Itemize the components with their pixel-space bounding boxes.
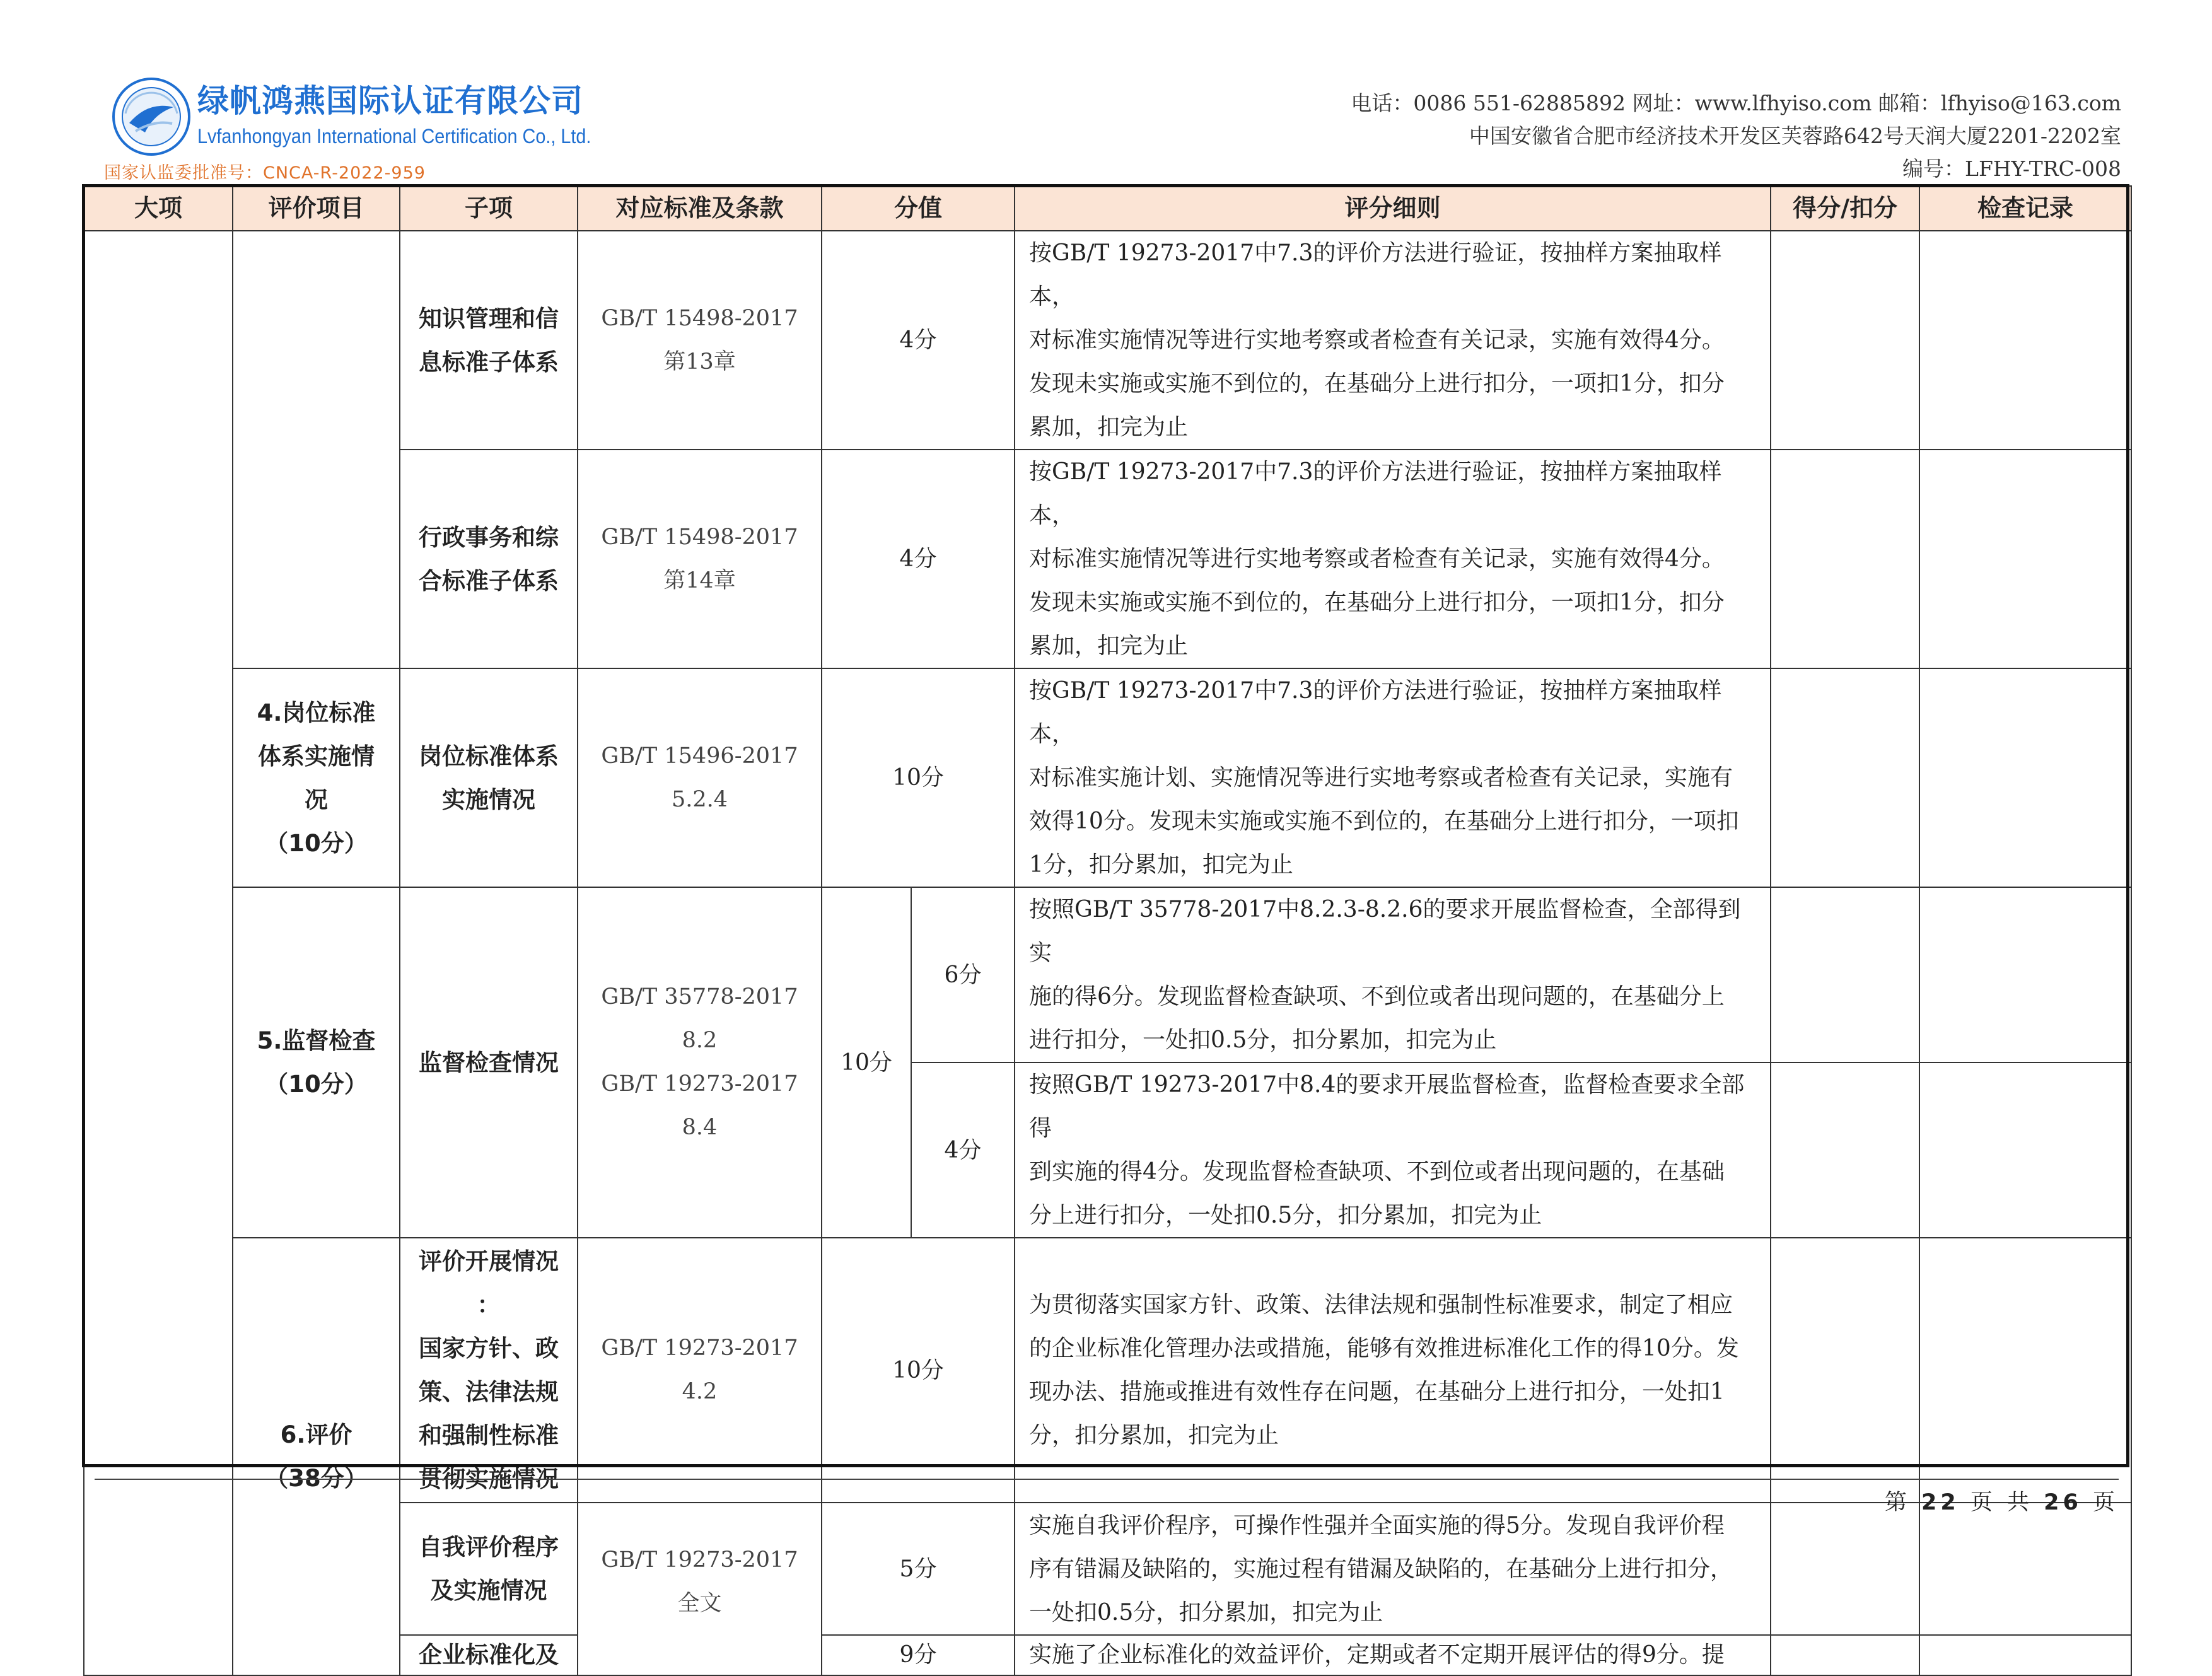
record-cell — [1919, 1503, 2131, 1635]
approval-number: 国家认监委批准号：CNCA-R-2022-959 — [104, 163, 426, 183]
header-category: 大项 — [84, 186, 233, 231]
evaluation-table — [83, 185, 2132, 1676]
contact-phone-web-email: 电话：0086 551-62885892 网址：www.lfhyiso.com 邮箱：lfhyiso@163.com — [1351, 91, 2121, 115]
rule-cell: 为贯彻落实国家方针、政策、法律法规和强制性标准要求，制定了相应 的企业标准化管理办法或措施，能够有效推进标准化工作的得10分。发 现办法、措施或推进有效性存在问题，在基础分上进行扣分，一处扣1 分，扣分累加，扣完为止 — [1015, 1238, 1771, 1503]
table-row — [84, 887, 2131, 1062]
record-cell — [1919, 1062, 2131, 1238]
sub-item-cell: 监督检查情况 — [400, 887, 578, 1238]
points-cell — [1771, 1503, 1919, 1635]
rule-cell: 实施了企业标准化的效益评价，定期或者不定期开展评估的得9分。提 — [1015, 1635, 1771, 1675]
standard-cell: GB/T 19273-2017 全文 — [578, 1503, 822, 1675]
standard-cell: GB/T 15498-2017 第13章 — [578, 231, 822, 450]
sub-item-cell: 知识管理和信 息标准子体系 — [400, 231, 578, 450]
rule-cell: 按GB/T 19273-2017中7.3的评价方法进行验证，按抽样方案抽取样本， 对标准实施情况等进行实地考察或者检查有关记录，实施有效得4分。 发现未实施或实施不到位的，在基础分上进行扣分，一项扣1分，扣分 累加，扣完为止 — [1015, 231, 1771, 450]
header-eval-item: 评价项目 — [233, 186, 400, 231]
sub-item-cell: 岗位标准体系 实施情况 — [400, 668, 578, 887]
score-cell: 5分 — [822, 1503, 1015, 1635]
rule-cell: 按GB/T 19273-2017中7.3的评价方法进行验证，按抽样方案抽取样本， 对标准实施情况等进行实地考察或者检查有关记录，实施有效得4分。 发现未实施或实施不到位的，在基础分上进行扣分，一项扣1分，扣分 累加，扣完为止 — [1015, 450, 1771, 668]
company-logo — [104, 71, 591, 184]
sub-item-cell: 评价开展情况 ： 国家方针、政 策、法律法规 和强制性标准 贯彻实施情况 — [400, 1238, 578, 1503]
header-points: 得分/扣分 — [1771, 186, 1919, 231]
standard-cell: GB/T 19273-2017 4.2 — [578, 1238, 822, 1503]
points-cell — [1771, 1238, 1919, 1503]
points-cell — [1771, 450, 1919, 668]
points-cell — [1771, 1635, 1919, 1675]
score-cell: 9分 — [822, 1635, 1015, 1675]
score-sub-cell: 4分 — [911, 1062, 1015, 1238]
points-cell — [1771, 231, 1919, 450]
points-cell — [1771, 1062, 1919, 1238]
contact-block — [1351, 87, 2121, 185]
record-cell — [1919, 1635, 2131, 1675]
globe-logo-icon — [110, 76, 192, 158]
record-cell — [1919, 887, 2131, 1062]
score-total-cell: 10分 — [822, 887, 911, 1238]
record-cell — [1919, 1238, 2131, 1503]
rule-cell: 实施自我评价程序，可操作性强并全面实施的得5分。发现自我评价程 序有错漏及缺陷的，实施过程有错漏及缺陷的，在基础分上进行扣分， 一处扣0.5分，扣分累加，扣完为止 — [1015, 1503, 1771, 1635]
table-row — [84, 231, 2131, 450]
sub-item-cell: 企业标准化及 — [400, 1635, 578, 1675]
document-number: 编号：LFHY-TRC-008 — [1902, 156, 2121, 181]
points-cell — [1771, 887, 1919, 1062]
rule-cell: 按照GB/T 35778-2017中8.2.3-8.2.6的要求开展监督检查，全部得到实 施的得6分。发现监督检查缺项、不到位或者出现问题的，在基础分上 进行扣分，一处扣0.5分，扣分累加，扣完为止 — [1015, 887, 1771, 1062]
header-score: 分值 — [822, 186, 1015, 231]
contact-address: 中国安徽省合肥市经济技术开发区芙蓉路642号天润大厦2201-2202室 — [1469, 124, 2121, 148]
points-cell — [1771, 668, 1919, 887]
header-sub-item: 子项 — [400, 186, 578, 231]
header-rule: 评分细则 — [1015, 186, 1771, 231]
header-standard: 对应标准及条款 — [578, 186, 822, 231]
page-number: 第 22 页 共 26 页 — [1884, 1490, 2119, 1515]
record-cell — [1919, 231, 2131, 450]
rule-cell: 按GB/T 19273-2017中7.3的评价方法进行验证，按抽样方案抽取样本， 对标准实施计划、实施情况等进行实地考察或者检查有关记录，实施有 效得10分。发现未实施或实施不到位的，在基础分上进行扣分，一项扣 1分，扣分累加，扣完为止 — [1015, 668, 1771, 887]
company-name-en: Lvfanhongyan International Certification Co., Ltd. — [197, 125, 591, 148]
footer-divider — [95, 1479, 2119, 1480]
standard-cell: GB/T 15498-2017 第14章 — [578, 450, 822, 668]
score-cell: 10分 — [822, 1238, 1015, 1503]
table-header-row — [84, 186, 2131, 231]
category-cell — [84, 231, 233, 1675]
score-cell: 4分 — [822, 231, 1015, 450]
standard-cell: GB/T 35778-2017 8.2 GB/T 19273-2017 8.4 — [578, 887, 822, 1238]
sub-item-cell: 自我评价程序 及实施情况 — [400, 1503, 578, 1635]
eval-item-cell: 6.评价 （38分） — [233, 1238, 400, 1675]
eval-item-cell: 4.岗位标准 体系实施情 况 （10分） — [233, 668, 400, 887]
score-cell: 4分 — [822, 450, 1015, 668]
total-pages: 26 — [2044, 1490, 2082, 1515]
table-row — [84, 668, 2131, 887]
eval-item-cell — [233, 231, 400, 668]
current-page: 22 — [1921, 1490, 1960, 1515]
score-sub-cell: 6分 — [911, 887, 1015, 1062]
rule-cell: 按照GB/T 19273-2017中8.4的要求开展监督检查，监督检查要求全部得 到实施的得4分。发现监督检查缺项、不到位或者出现问题的，在基础 分上进行扣分，一处扣0.5分，扣分累加，扣完为止 — [1015, 1062, 1771, 1238]
table-row — [84, 1238, 2131, 1503]
record-cell — [1919, 450, 2131, 668]
eval-item-cell: 5.监督检查 （10分） — [233, 887, 400, 1238]
record-cell — [1919, 668, 2131, 887]
header-record: 检查记录 — [1919, 186, 2131, 231]
sub-item-cell: 行政事务和综 合标准子体系 — [400, 450, 578, 668]
standard-cell: GB/T 15496-2017 5.2.4 — [578, 668, 822, 887]
company-name-cn: 绿帆鸿燕国际认证有限公司 — [197, 83, 583, 119]
score-cell: 10分 — [822, 668, 1015, 887]
